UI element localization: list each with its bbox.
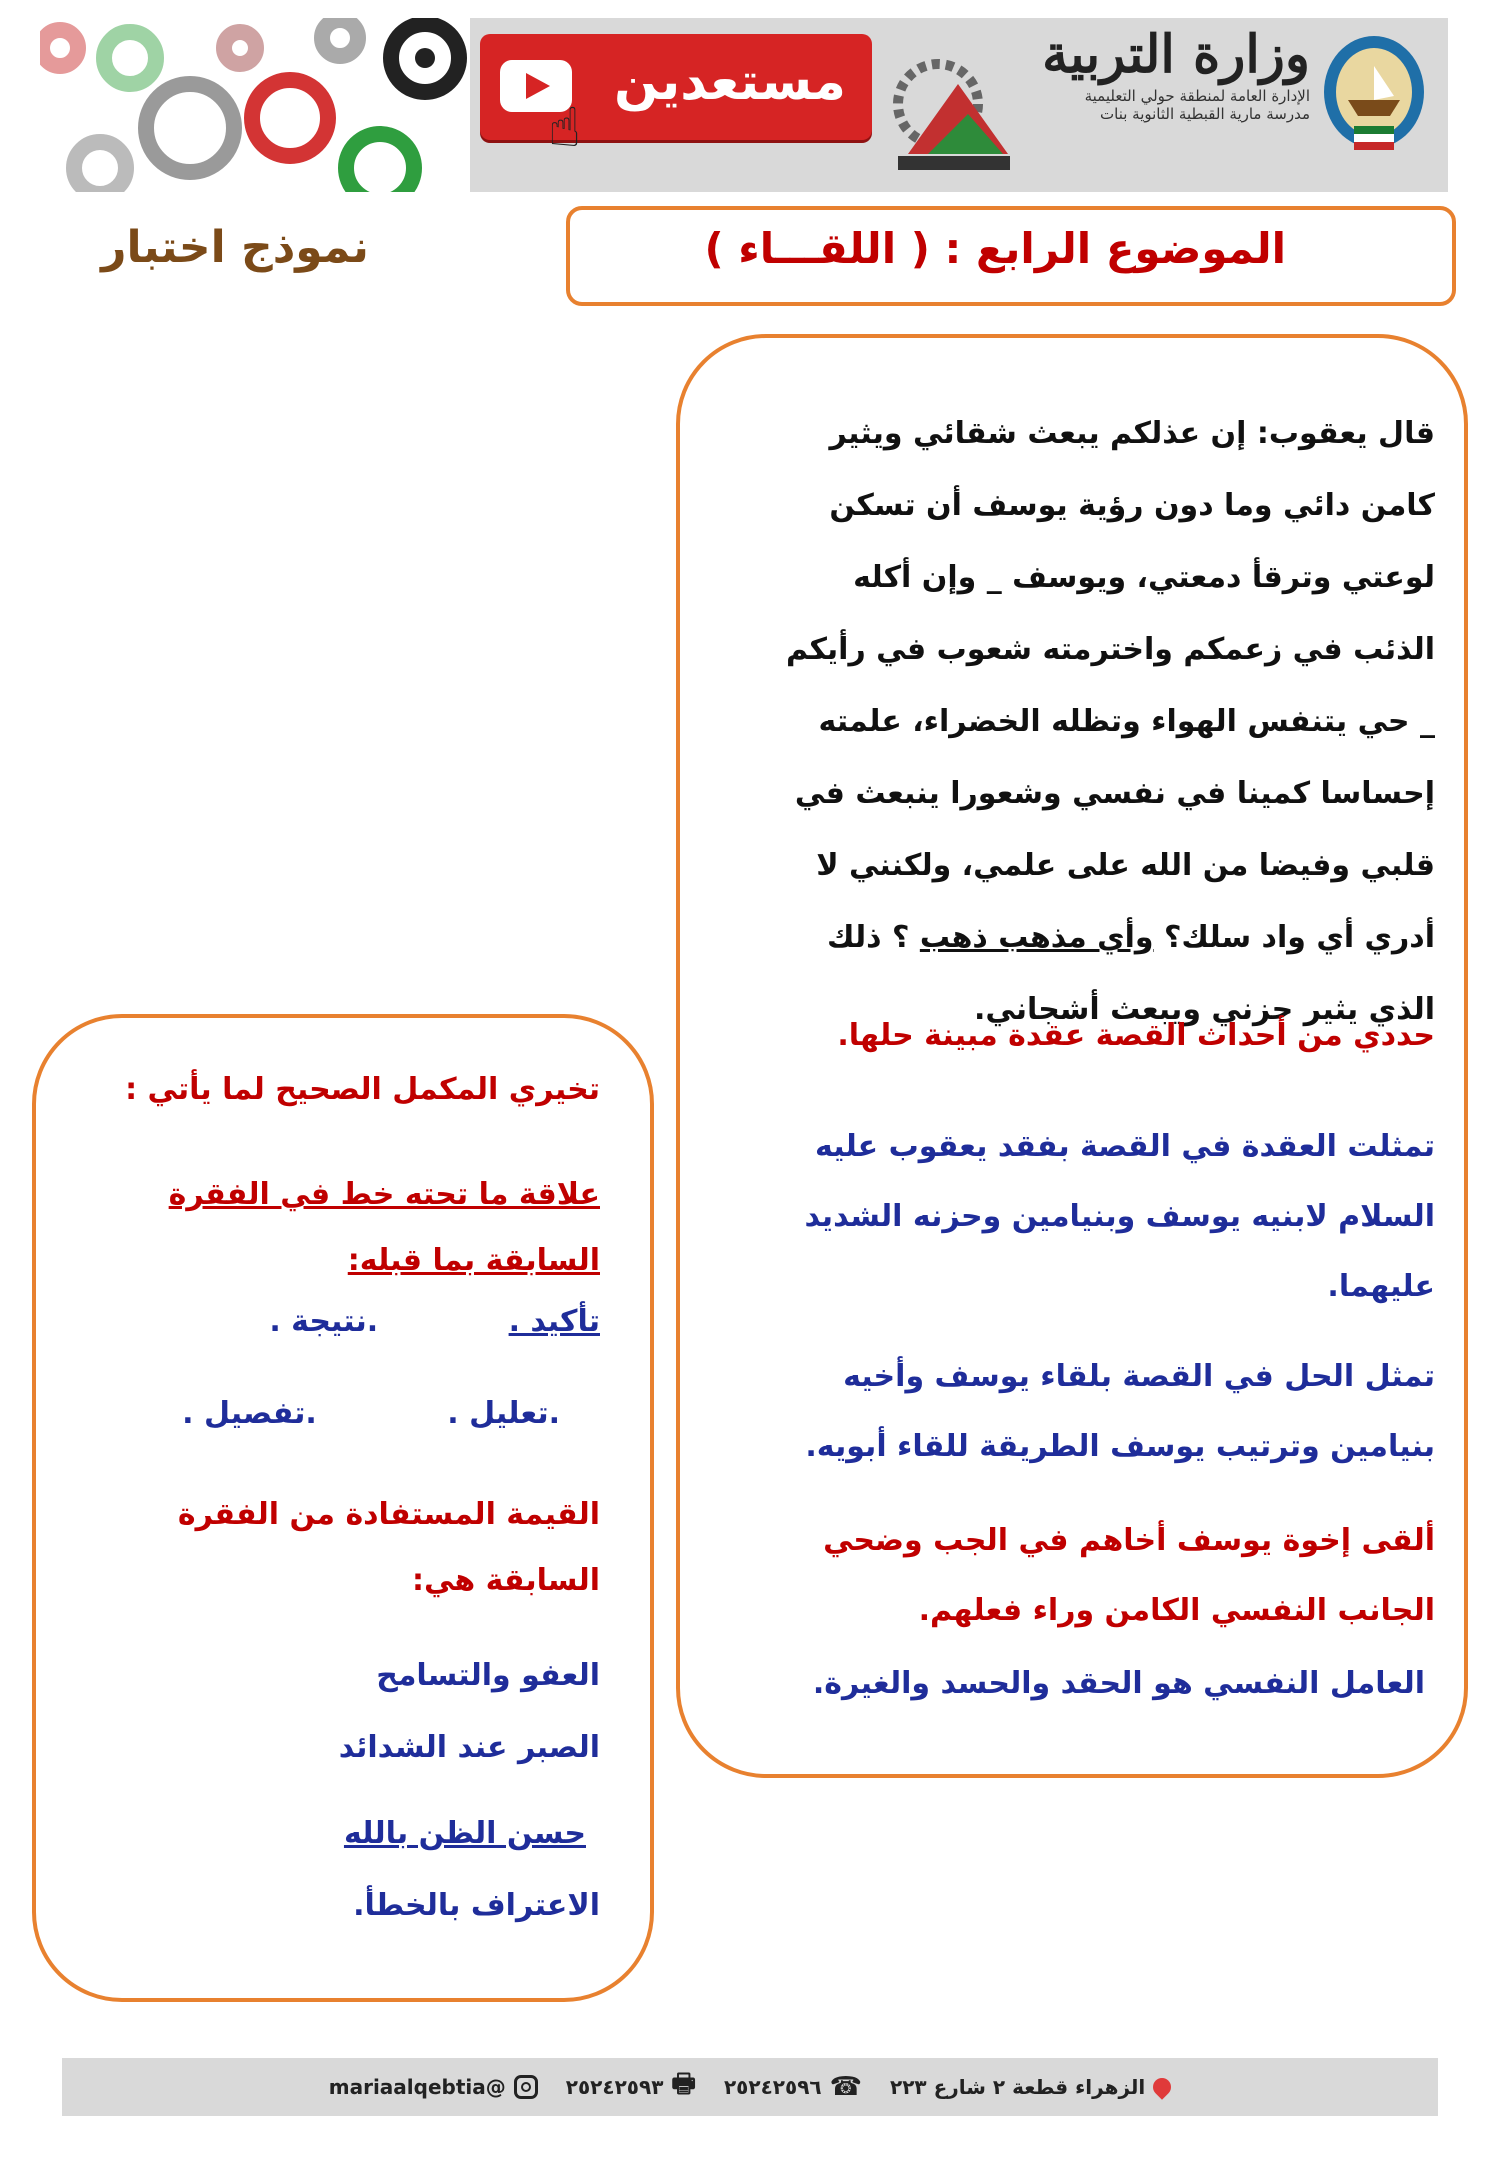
subscribe-label: مستعدين [613,52,846,112]
instagram-handle: @mariaalqebtia [328,2075,506,2099]
value-option: الصبر عند الشدائد [338,1730,600,1765]
exam-model-label: نموذج اختبار [101,222,369,273]
passage-text-part: ؟ ذلك [826,920,920,955]
phone-text: ٢٥٢٤٢٥٩٦ [723,2075,822,2099]
phone-icon: ☎ [829,2072,863,2102]
option-reasoning: .تعليل . [447,1396,560,1431]
passage-line: كامن دائي وما دون رؤية يوسف أن تسكن [829,488,1435,523]
option-detail: .تفصيل . [182,1396,317,1431]
location-pin-icon [1150,2074,1175,2099]
question-1: حددي من أحداث القصة عقدة مبينة حلها. [837,1018,1435,1053]
value-options-2 [90,1798,600,1942]
school-logo [888,44,1018,182]
option-emphasis: تأكيد . [508,1304,600,1339]
passage-line: إحساسا كمينا في نفسي وشعورا ينبعث في [794,776,1435,811]
instagram-icon [514,2075,538,2099]
subscribe-button[interactable] [480,34,872,140]
footer-phone [724,2072,862,2102]
underlined-phrase: وأي مذهب ذهب [919,920,1154,955]
question-2: ألقى إخوة يوسف أخاهم في الجب وضحي الجانب النفسي الكامن وراء فعلهم. [823,1523,1435,1628]
ministry-title [1030,24,1310,123]
passage-line: قال يعقوب: إن عذلكم يبعث شقائي ويثير [829,416,1435,451]
value-option: العفو والتسامح [376,1658,600,1693]
answer-3: العامل النفسي هو الحقد والحسد والغيرة. [812,1666,1425,1701]
passage-line: الذي يثير حزني ويبعث أشجاني. [973,992,1435,1027]
ministry-line3: مدرسة مارية القبطية الثانوية بنات [1100,105,1310,123]
footer-address [890,2075,1171,2099]
passage-line: لوعتي وترقأ دمعتي، ويوسف _ وإن أكله [853,560,1435,595]
footer-bar [62,2058,1438,2116]
gears-decoration [40,18,470,192]
options-row-1 [90,1304,600,1339]
value-option: الاعتراف بالخطأ. [353,1888,600,1923]
value-option-correct: حسن الظن بالله [343,1816,586,1851]
value-question: القيمة المستفادة من الفقرة السابقة هي: [177,1497,600,1598]
option-result: .نتيجة . [269,1304,379,1339]
passage-line: الذئب في زعمكم واخترمته شعوب في رأيكم [785,632,1435,667]
ministry-line2: الإدارة العامة لمنطقة حولي التعليمية [1084,87,1310,105]
passage-line: _ حي يتنفس الهواء وتظله الخضراء، علمته [818,704,1435,739]
passage-line [735,902,1435,974]
options-row-2 [90,1396,600,1431]
passage-line: قلبي وفيضا من الله على علمي، ولكنني لا [816,848,1435,883]
relation-question: علاقة ما تحته خط في الفقرة السابقة بما قبله: [168,1177,600,1278]
ministry-name: وزارة التربية [1042,24,1310,85]
choose-instruction: تخيري المكمل الصحيح لما يأتي : [125,1072,600,1107]
answer-1: تمثلت العقدة في القصة بفقد يعقوب عليه السلام لابنيه يوسف وبنيامين وحزنه الشديد عليهما. [804,1129,1435,1304]
fax-icon: 🖶 [671,2069,696,2099]
pointer-hand-icon: ☝ [548,96,581,159]
footer-fax [566,2065,696,2109]
passage-text [735,398,1435,1046]
footer-instagram[interactable] [329,2075,538,2099]
address-text: الزهراء قطعة ٢ شارع ٢٢٣ [890,2075,1146,2099]
kuwait-emblem-icon [1318,30,1430,160]
fax-text: ٢٥٢٤٢٥٩٣ [565,2075,664,2099]
value-options [90,1640,600,1784]
page-title: الموضوع الرابع : ( اللقـــاء ) [704,224,1286,273]
answer-2: تمثل الحل في القصة بلقاء يوسف وأخيه بنيامين وترتيب يوسف الطريقة للقاء أبويه. [805,1359,1435,1464]
passage-text-part: أدري أي واد سلك؟ [1153,920,1435,955]
gears-icon [40,18,470,192]
